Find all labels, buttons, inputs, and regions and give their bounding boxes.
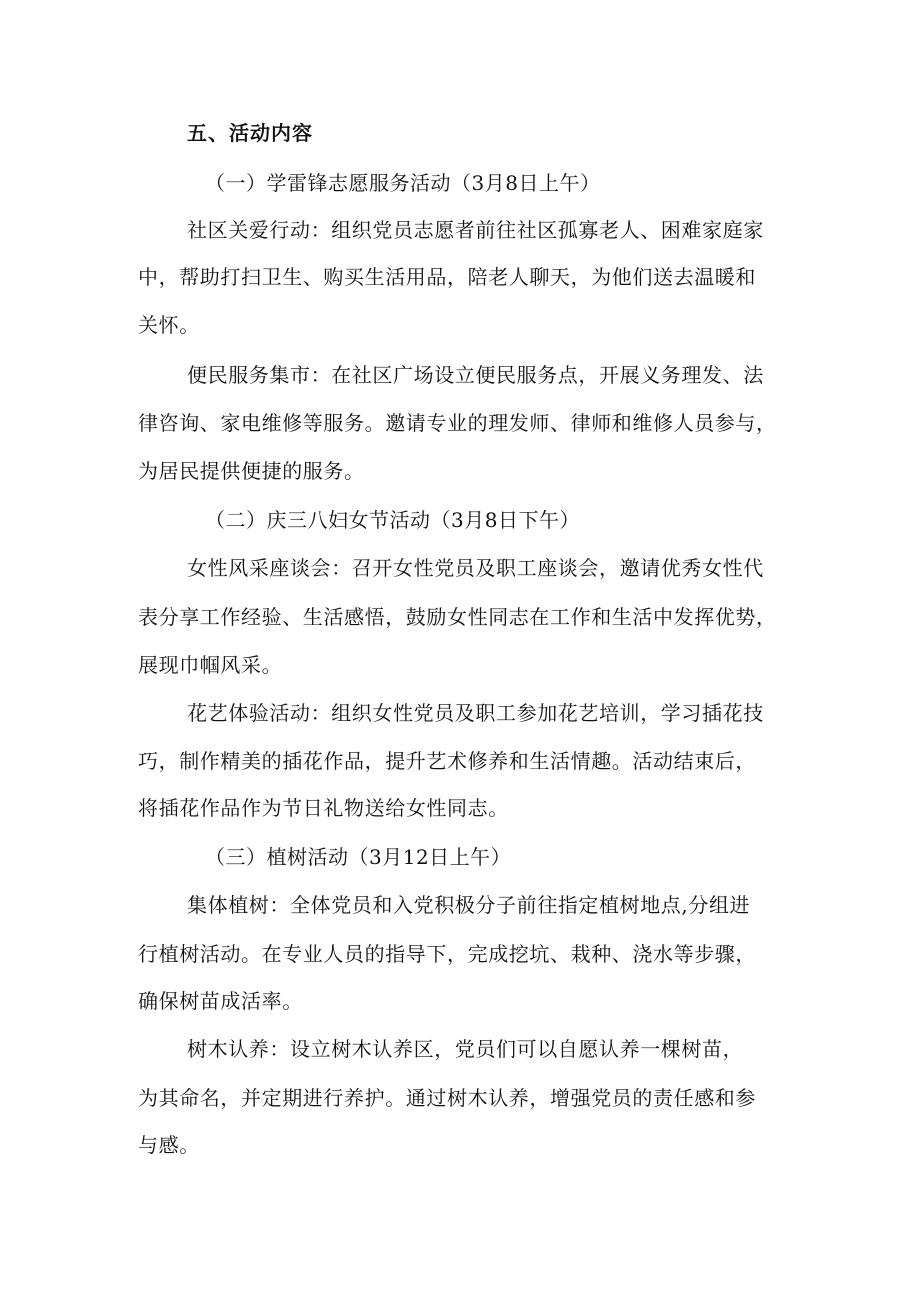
paragraph-line: 集体植树：全体党员和入党积极分子前往指定植树地点,分组进: [187, 893, 751, 917]
subsection-title-2: （二）庆三八妇女节活动（3月8日下午）: [205, 508, 580, 532]
paragraph-line: 行植树活动。在专业人员的指导下，完成挖坑、栽种、浇水等步骤，: [138, 942, 756, 966]
paragraph-line: 便民服务集市：在社区广场设立便民服务点，开展义务理发、法: [187, 363, 764, 387]
paragraph-line: 确保树苗成活率。: [138, 989, 303, 1013]
paragraph-line: 与感。: [138, 1133, 200, 1157]
paragraph-line: 巧，制作精美的插花作品，提升艺术修养和生活情趣。活动结束后，: [138, 749, 756, 773]
paragraph-line: 中，帮助打扫卫生、购买生活用品，陪老人聊天，为他们送去温暖和: [138, 265, 756, 289]
paragraph-line: 女性风采座谈会：召开女性党员及职工座谈会，邀请优秀女性代: [187, 556, 764, 580]
paragraph-line: 社区关爱行动：组织党员志愿者前往社区孤寡老人、困难家庭家: [187, 218, 764, 242]
paragraph-line: 树木认养：设立树木认养区，党员们可以自愿认养一棵树苗，: [187, 1037, 744, 1061]
section-heading: 五、活动内容: [187, 121, 313, 145]
paragraph-line: 律咨询、家电维修等服务。邀请专业的理发师、律师和维修人员参与，: [138, 411, 777, 435]
subsection-title-1: （一）学雷锋志愿服务活动（3月8日上午）: [205, 171, 601, 195]
paragraph-line: 为居民提供便捷的服务。: [138, 459, 365, 483]
paragraph-line: 将插花作品作为节日礼物送给女性同志。: [138, 796, 509, 820]
paragraph-line: 花艺体验活动：组织女性党员及职工参加花艺培训，学习插花技: [187, 701, 764, 725]
paragraph-line: 关怀。: [138, 313, 200, 337]
paragraph-line: 展现巾帼风采。: [138, 653, 283, 677]
paragraph-line: 为其命名，并定期进行养护。通过树木认养，增强党员的责任感和参: [138, 1086, 756, 1110]
subsection-title-3: （三）植树活动（3月12日上午）: [205, 845, 512, 869]
paragraph-line: 表分享工作经验、生活感悟，鼓励女性同志在工作和生活中发挥优势，: [138, 605, 777, 629]
